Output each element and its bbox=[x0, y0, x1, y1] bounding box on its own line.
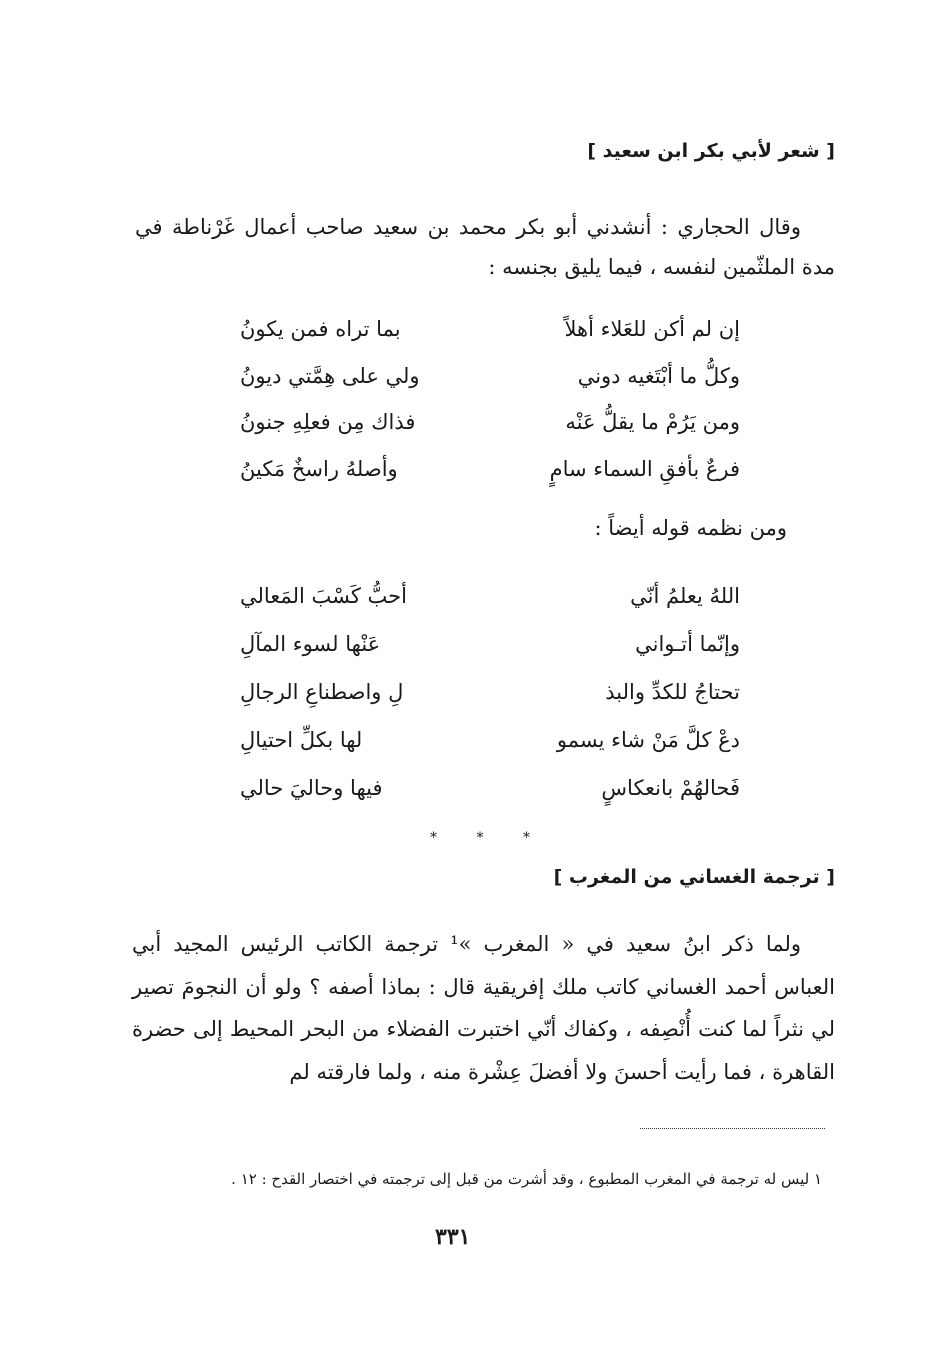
hemistich-second: ولي على هِمَّتي ديونُ bbox=[240, 363, 420, 388]
section-divider bbox=[430, 830, 530, 846]
divider-star: * bbox=[430, 830, 437, 846]
section-heading: [ شعر لأبي بكر ابن سعيد ] bbox=[587, 140, 835, 162]
hemistich-first: فرعٌ بأفقِ السماء سامٍ bbox=[549, 456, 740, 481]
poem-1 bbox=[240, 306, 740, 492]
hemistich-first: فَحالهُمْ بانعكاسٍ bbox=[601, 776, 740, 800]
hemistich-second: لها بكلِّ احتيالِ bbox=[240, 728, 363, 752]
divider-star: * bbox=[523, 830, 530, 846]
page-number: ٣٣١ bbox=[435, 1224, 471, 1250]
footnote: ١ ليس له ترجمة في المغرب المطبوع ، وقد أشرت من قبل إلى ترجمته في اختصار القدح : ١٢ . bbox=[231, 1170, 822, 1188]
hemistich-first: دعْ كلَّ مَنْ شاء يسمو bbox=[556, 728, 740, 752]
verse-line bbox=[240, 306, 740, 353]
hemistich-first: اللهُ يعلمُ أنّي bbox=[630, 584, 740, 608]
verse-line bbox=[240, 668, 740, 716]
body-paragraph: ولما ذكر ابنُ سعيد في « المغرب »¹ ترجمة الكاتب الرئيس المجيد أبي العباس أحمد الغساني كاتب ملك إفريقية قال : بماذا أصفه ؟ ولو أن النجومَ تصير لي نثراً لما كنت أُنْصِفه ، وكفاك أنّي اختبرت الفضلاء من البحر المحيط إلى حضرة القاهرة ، فما رأيت أحسنَ ولا أفضلَ عِشْرة منه ، ولما فارقته لم bbox=[132, 932, 835, 1084]
hemistich-first: إن لم أكن للعَلاء أهلاً bbox=[564, 317, 740, 342]
verse-line bbox=[240, 716, 740, 764]
footnote-separator bbox=[640, 1128, 825, 1129]
poem-2 bbox=[240, 572, 740, 812]
hemistich-first: وكلُّ ما أبْتَغيه دوني bbox=[577, 363, 740, 388]
divider-star: * bbox=[476, 830, 484, 846]
section-heading: [ ترجمة الغساني من المغرب ] bbox=[553, 866, 835, 888]
verse-line bbox=[240, 399, 740, 446]
hemistich-first: تحتاجُ للكدِّ والبذ bbox=[605, 680, 740, 704]
poem-2-intro: ومن نظمه قوله أيضاً : bbox=[594, 516, 787, 540]
verse-line bbox=[240, 764, 740, 812]
hemistich-second: وأصلهُ راسخٌ مَكينُ bbox=[240, 456, 398, 481]
hemistich-second: أحبُّ كَسْبَ المَعالي bbox=[240, 584, 407, 608]
verse-line bbox=[240, 353, 740, 400]
intro-paragraph: وقال الحجاري : أنشدني أبو بكر محمد بن سعيد صاحب أعمال غَرْناطة في مدة الملثّمين لنفسه ، فيما يليق بجنسه : bbox=[135, 215, 835, 279]
verse-line bbox=[240, 620, 740, 668]
hemistich-first: ومن يَرُمْ ما يقلُّ عَنْه bbox=[565, 410, 740, 435]
hemistich-second: لِ واصطناعِ الرجالِ bbox=[240, 680, 404, 704]
hemistich-second: فذاك مِن فعلِهِ جنونُ bbox=[240, 410, 416, 435]
hemistich-second: بما تراه فمن يكونُ bbox=[240, 317, 401, 342]
verse-line bbox=[240, 572, 740, 620]
verse-line bbox=[240, 446, 740, 493]
hemistich-first: وإنّما أتـواني bbox=[635, 632, 740, 656]
hemistich-second: فيها وحاليَ حالي bbox=[240, 776, 383, 800]
hemistich-second: عَنْها لسوء المآلِ bbox=[240, 632, 381, 656]
